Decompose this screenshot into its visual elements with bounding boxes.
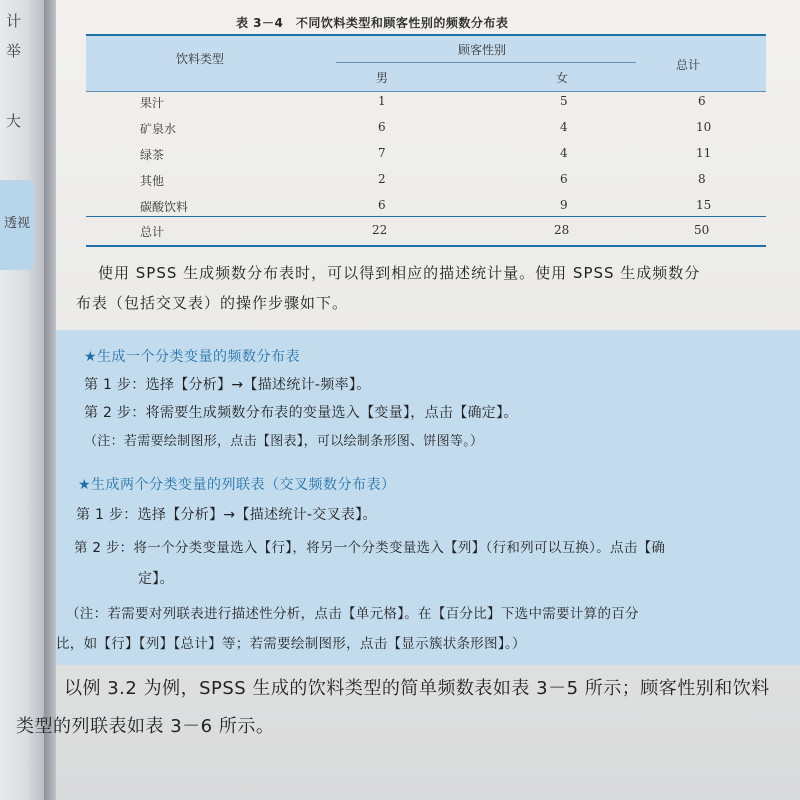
cell-type: 其他 bbox=[140, 174, 165, 188]
left-page-glyph: 举 bbox=[6, 42, 22, 60]
cell-female: 5 bbox=[560, 94, 568, 108]
section1-step1: 第 1 步：选择【分析】→【描述统计-频率】。 bbox=[84, 377, 371, 393]
table-title: 表 3－4 不同饮料类型和顾客性别的频数分布表 bbox=[236, 16, 509, 30]
section2-note-line2: 比，如【行】【列】【总计】等；若需要绘制图形，点击【显示簇状条形图】。） bbox=[56, 636, 526, 652]
cell-male: 2 bbox=[378, 172, 386, 186]
cell-total: 11 bbox=[696, 146, 712, 160]
cell-female: 6 bbox=[560, 172, 568, 186]
cell-female: 4 bbox=[560, 120, 568, 134]
cell-male: 1 bbox=[378, 94, 386, 108]
intro-line-1: 使用 SPSS 生成频数分布表时，可以得到相应的描述统计量。使用 SPSS 生成频数分 bbox=[98, 264, 701, 282]
table-header bbox=[86, 34, 766, 92]
cell-total: 8 bbox=[698, 172, 706, 186]
cell-type: 碳酸饮料 bbox=[140, 200, 189, 214]
left-page-glyph: 大 bbox=[6, 112, 22, 130]
bottom-line-2: 类型的列联表如表 3－6 所示。 bbox=[16, 716, 275, 737]
table-row bbox=[86, 142, 766, 166]
cell-female: 4 bbox=[560, 146, 568, 160]
left-page-edge bbox=[0, 0, 44, 800]
cell-male: 7 bbox=[378, 146, 386, 160]
cell-type: 绿茶 bbox=[140, 148, 165, 162]
section2-note-line1: （注：若需要对列联表进行描述性分析，点击【单元格】。在【百分比】下选中需要计算的百分 bbox=[66, 606, 639, 622]
table-total-row bbox=[86, 216, 766, 247]
header-drink-type: 饮料类型 bbox=[176, 52, 225, 66]
section1-note: （注：若需要绘制图形，点击【图表】，可以绘制条形图、饼图等。） bbox=[84, 434, 484, 449]
cell-total: 6 bbox=[698, 94, 706, 108]
section1-title: ★生成一个分类变量的频数分布表 bbox=[84, 349, 301, 365]
section2-step1: 第 1 步：选择【分析】→【描述统计-交叉表】。 bbox=[76, 507, 377, 523]
header-gender: 顾客性别 bbox=[458, 43, 507, 57]
procedure-box bbox=[56, 330, 800, 665]
cell-type: 果汁 bbox=[140, 96, 165, 110]
section2-title: ★生成两个分类变量的列联表（交叉频数分布表） bbox=[78, 477, 396, 493]
cell-female: 9 bbox=[560, 198, 568, 212]
header-male: 男 bbox=[376, 71, 389, 85]
total-total: 50 bbox=[694, 223, 710, 237]
total-male: 22 bbox=[372, 223, 388, 237]
total-female: 28 bbox=[554, 223, 570, 237]
cell-type: 矿泉水 bbox=[140, 122, 177, 136]
table-row bbox=[86, 194, 766, 218]
intro-paragraph bbox=[76, 258, 776, 318]
table-row bbox=[86, 116, 766, 140]
table-body bbox=[86, 90, 766, 220]
cell-male: 6 bbox=[378, 198, 386, 212]
cell-total: 15 bbox=[696, 198, 712, 212]
section2-step2-continued: 定】。 bbox=[138, 571, 174, 587]
section2-step2: 第 2 步：将一个分类变量选入【行】，将另一个分类变量选入【列】（行和列可以互换）。点击【确 bbox=[74, 540, 666, 556]
left-page-glyph: 透视 bbox=[4, 216, 31, 231]
header-total: 总计 bbox=[676, 58, 701, 72]
cell-total: 10 bbox=[696, 120, 712, 134]
total-label: 总计 bbox=[140, 225, 165, 239]
table-row bbox=[86, 90, 766, 114]
cell-male: 6 bbox=[378, 120, 386, 134]
section1-step2: 第 2 步：将需要生成频数分布表的变量选入【变量】，点击【确定】。 bbox=[84, 405, 518, 421]
bottom-line-1: 以例 3.2 为例，SPSS 生成的饮料类型的简单频数表如表 3－5 所示；顾客性别和饮料 bbox=[64, 678, 770, 699]
left-page-glyph: 计 bbox=[6, 12, 22, 30]
intro-line-2: 布表（包括交叉表）的操作步骤如下。 bbox=[76, 294, 349, 312]
header-divider bbox=[336, 62, 636, 63]
header-female: 女 bbox=[556, 71, 569, 85]
table-row bbox=[86, 168, 766, 192]
